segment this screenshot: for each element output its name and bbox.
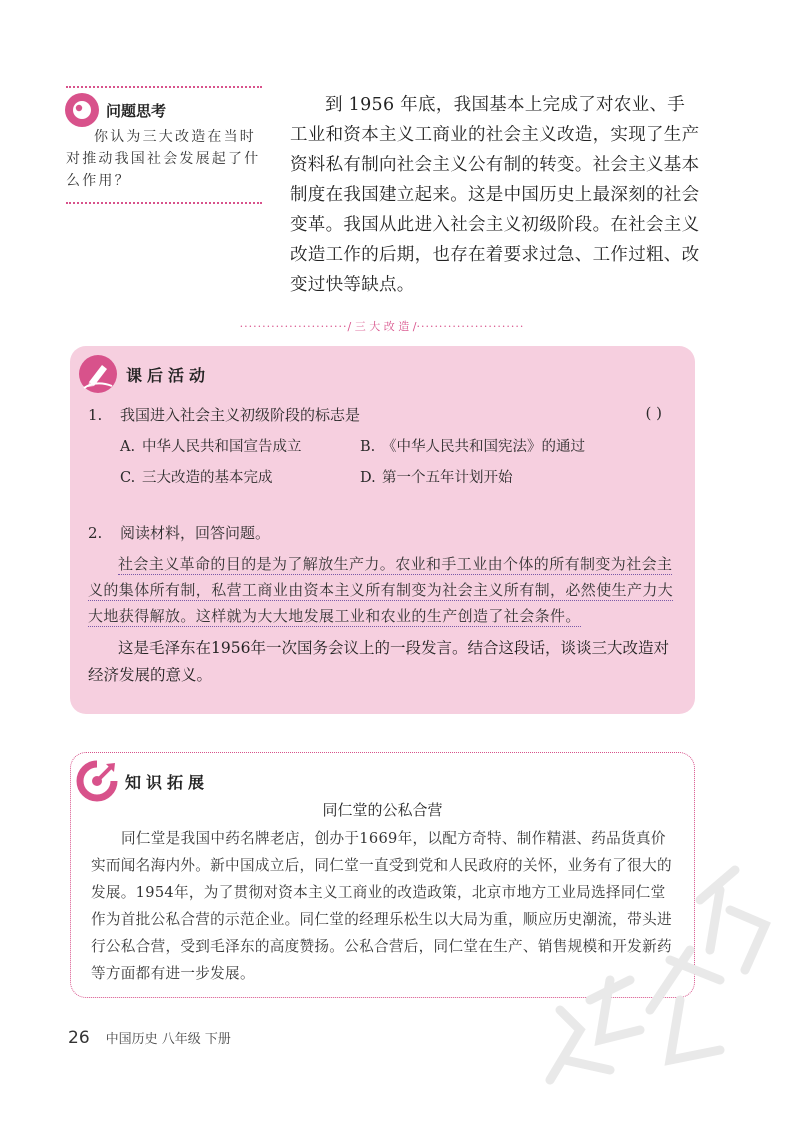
page-footer <box>68 1028 231 1048</box>
sidebar-header <box>66 90 262 130</box>
option-b: B. 《中华人民共和国宪法》的通过 <box>360 439 585 455</box>
question-sidebar <box>66 86 262 204</box>
book-title: 中国历史 八年级 下册 <box>105 1032 231 1047</box>
knowledge-subtitle: 同仁堂的公私合营 <box>322 801 443 819</box>
caption-dots-right: ························ <box>416 320 525 333</box>
option-a: A. 中华人民共和国宣告成立 <box>120 439 302 455</box>
question-1-number: 1. <box>88 406 103 424</box>
activity-title: 课后活动 <box>126 365 211 385</box>
sidebar-question: 你认为三大改造在当时对推动我国社会发展起了什么作用？ <box>66 129 261 189</box>
question-2-task: 这是毛泽东在1956年一次国务会议上的一段发言。结合这段话，谈谈三大改造对经济发展的意义。 <box>88 639 669 684</box>
caption-text: / 三 大 改 造 / <box>347 320 417 333</box>
knowledge-header <box>75 759 209 803</box>
question-1-text: 我国进入社会主义初级阶段的标志是 <box>120 406 361 424</box>
section-caption <box>222 318 542 334</box>
activity-header <box>76 352 210 396</box>
question-1-options <box>120 435 678 487</box>
sidebar-title: 问题思考 <box>106 101 167 120</box>
question-1 <box>88 404 678 487</box>
knowledge-text: 同仁堂是我国中药名牌老店，创办于1669年，以配方奇特、制作精湛、药品货真价实而闻名海内外。新中国成立后，同仁堂一直受到党和人民政府的关怀，业务有了很大的发展。1954年，为了贯彻对资本主义工商业的改造政策，北京市地方工业局选择同仁堂作为首批公私合营的示范企业。同仁堂的经理乐松生以大局为重，顺应历史潮流，带头进行公私合营，受到毛泽东的高度赞扬。公私合营后，同仁堂在生产、销售规模和开发新药等方面都有进一步发展。 <box>91 830 672 982</box>
caption-dots-left: ························ <box>239 320 348 333</box>
knowledge-arrow-icon <box>75 759 119 803</box>
quoted-material <box>88 551 684 629</box>
question-2-stem <box>88 522 684 543</box>
question-think-icon <box>62 90 102 130</box>
question-2-text: 阅读材料，回答问题。 <box>120 524 271 542</box>
knowledge-title: 知识拓展 <box>125 772 210 792</box>
watermark-graphic <box>520 830 780 1130</box>
question-2 <box>88 522 684 689</box>
activity-pencil-icon <box>76 352 120 396</box>
sidebar-top-divider <box>66 86 262 88</box>
answer-blank: ( ) <box>645 404 662 422</box>
quoted-material-text: 社会主义革命的目的是为了解放生产力。农业和手工业由个体的所有制变为社会主义的集体所有制，私营工商业由资本主义所有制变为社会主义所有制，必然使生产力大大地获得解放。这样就为大大地发展工业和农业的生产创造了社会条件。 <box>88 555 674 625</box>
activity-panel <box>70 346 695 714</box>
option-d: D. 第一个五年计划开始 <box>360 470 513 486</box>
question-2-number: 2. <box>88 524 103 542</box>
page-number: 26 <box>68 1028 90 1048</box>
main-paragraph: 到 1956 年底，我国基本上完成了对农业、手工业和资本主义工商业的社会主义改造，实现了生产资料私有制向社会主义公有制的转变。社会主义基本制度在我国建立起来。这是中国历史上最深刻的社会变革。我国从此进入社会主义初级阶段。在社会主义改造工作的后期，也存在着要求过急、工作过粗、改变过快等缺点。 <box>290 95 700 295</box>
question-1-stem <box>88 404 678 425</box>
sidebar-bottom-divider <box>66 202 262 204</box>
option-c: C. 三大改造的基本完成 <box>120 470 273 486</box>
